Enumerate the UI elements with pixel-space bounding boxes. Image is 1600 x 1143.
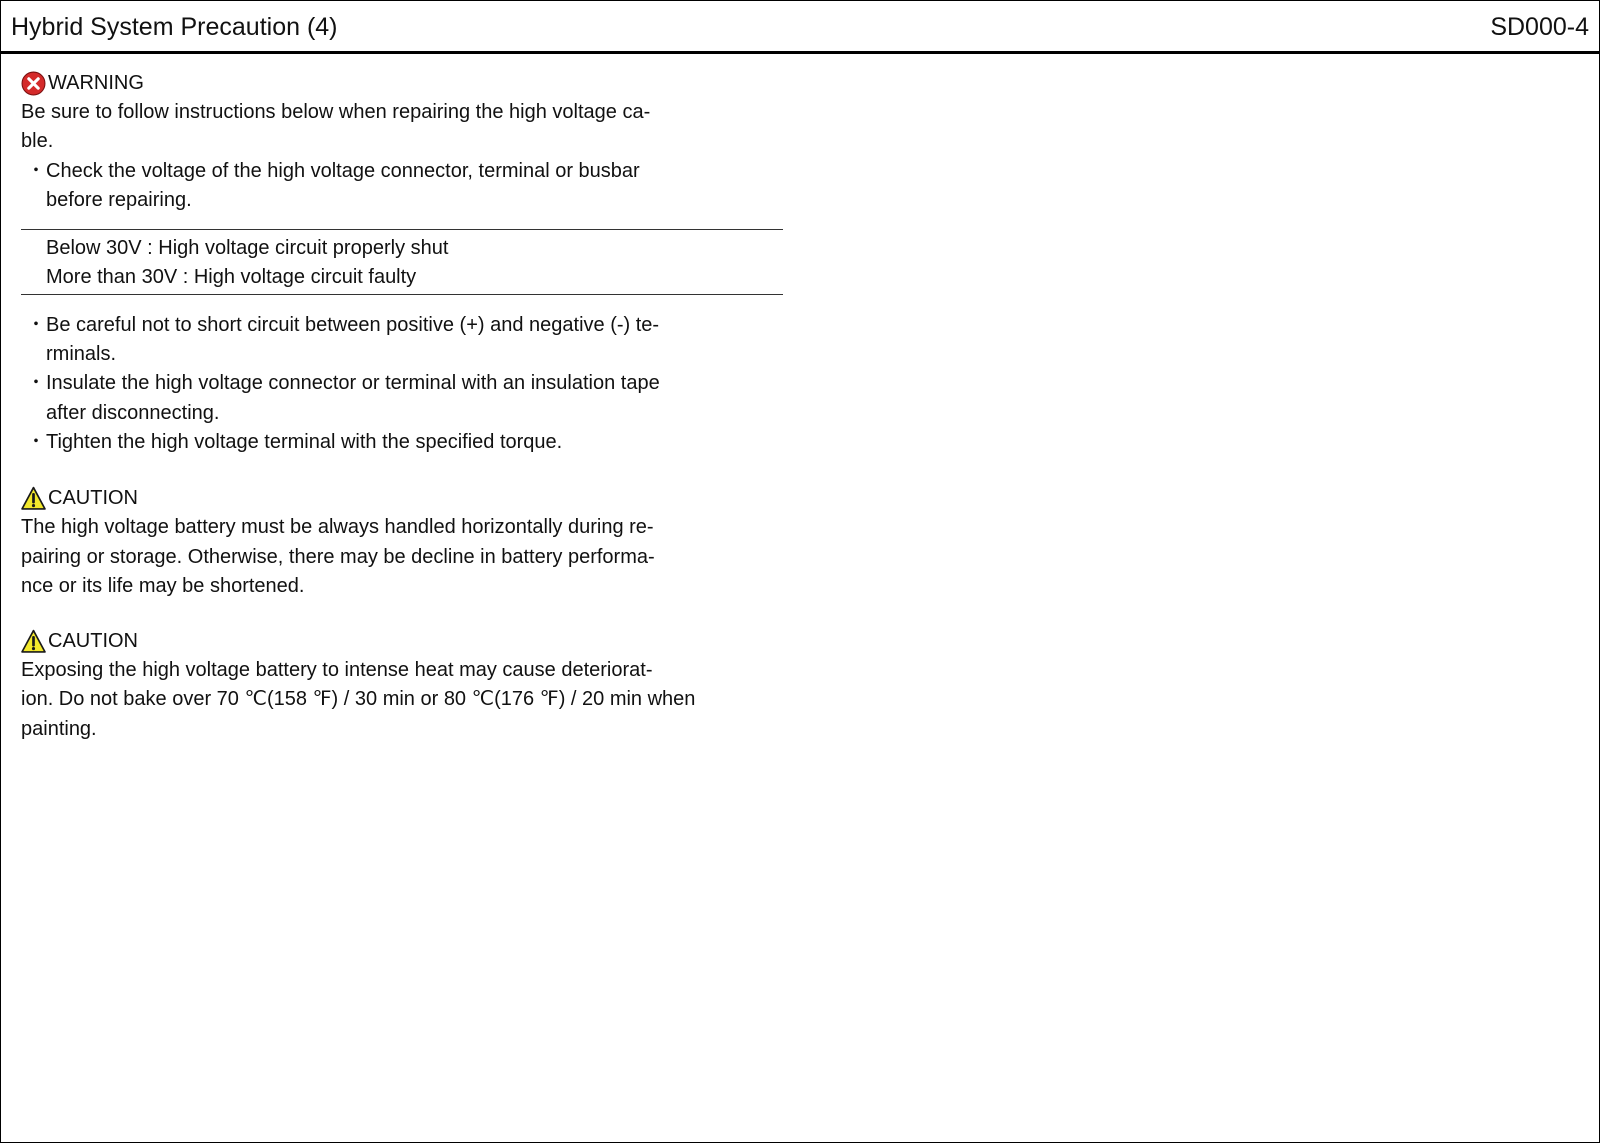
section-spacer bbox=[21, 601, 781, 626]
bullet-mark: ・ bbox=[26, 313, 46, 336]
bullet-item bbox=[21, 428, 761, 457]
section-spacer bbox=[21, 457, 781, 483]
caution-text bbox=[21, 656, 761, 744]
bullet-line: rminals. bbox=[46, 343, 117, 366]
warning-intro bbox=[21, 98, 761, 157]
warning-heading bbox=[21, 68, 781, 98]
bullet-line: Check the voltage of the high voltage connector, terminal or busbar bbox=[46, 159, 640, 182]
caution-line: nce or its life may be shortened. bbox=[21, 574, 305, 597]
bullet-line: after disconnecting. bbox=[46, 401, 220, 424]
bullet-mark: ・ bbox=[26, 159, 46, 182]
bullet-line: Be careful not to short circuit between positive (+) and negative (-) te- bbox=[46, 313, 660, 336]
caution-text bbox=[21, 513, 761, 601]
bullet-line: before repairing. bbox=[46, 188, 192, 211]
voltage-criteria-row: More than 30V : High voltage circuit faulty bbox=[46, 266, 417, 289]
caution-line: ion. Do not bake over 70 ℃(158 ℉) / 30 min or 80 ℃(176 ℉) / 20 min when bbox=[21, 688, 696, 711]
caution-label: CAUTION bbox=[48, 487, 138, 510]
caution-heading bbox=[21, 626, 781, 656]
warning-triangle-icon bbox=[21, 629, 46, 654]
bullet-line: Tighten the high voltage terminal with the specified torque. bbox=[46, 430, 563, 453]
warning-intro-line: ble. bbox=[21, 130, 54, 153]
document-code: SD000-4 bbox=[1490, 13, 1589, 41]
caution-label: CAUTION bbox=[48, 630, 138, 653]
voltage-criteria-row: Below 30V : High voltage circuit properly shut bbox=[46, 237, 449, 260]
bullet-mark: ・ bbox=[26, 372, 46, 395]
caution-line: pairing or storage. Otherwise, there may be decline in battery performa- bbox=[21, 545, 655, 568]
caution-line: painting. bbox=[21, 717, 97, 740]
page-title: Hybrid System Precaution (4) bbox=[11, 13, 338, 41]
bullet-item bbox=[21, 369, 761, 428]
bullet-item bbox=[21, 157, 761, 216]
error-x-icon bbox=[21, 71, 46, 96]
voltage-criteria-box bbox=[21, 229, 783, 295]
caution-heading bbox=[21, 483, 781, 513]
caution-line: Exposing the high voltage battery to intense heat may cause deteriorat- bbox=[21, 659, 653, 682]
page-content bbox=[21, 68, 781, 744]
bullet-line: Insulate the high voltage connector or terminal with an insulation tape bbox=[46, 372, 660, 395]
caution-line: The high voltage battery must be always handled horizontally during re- bbox=[21, 516, 654, 539]
warning-triangle-icon bbox=[21, 486, 46, 511]
bullet-mark: ・ bbox=[26, 430, 46, 453]
warning-label: WARNING bbox=[48, 72, 144, 94]
page-header bbox=[1, 1, 1599, 54]
warning-intro-line: Be sure to follow instructions below when repairing the high voltage ca- bbox=[21, 101, 651, 123]
bullet-item bbox=[21, 311, 761, 370]
